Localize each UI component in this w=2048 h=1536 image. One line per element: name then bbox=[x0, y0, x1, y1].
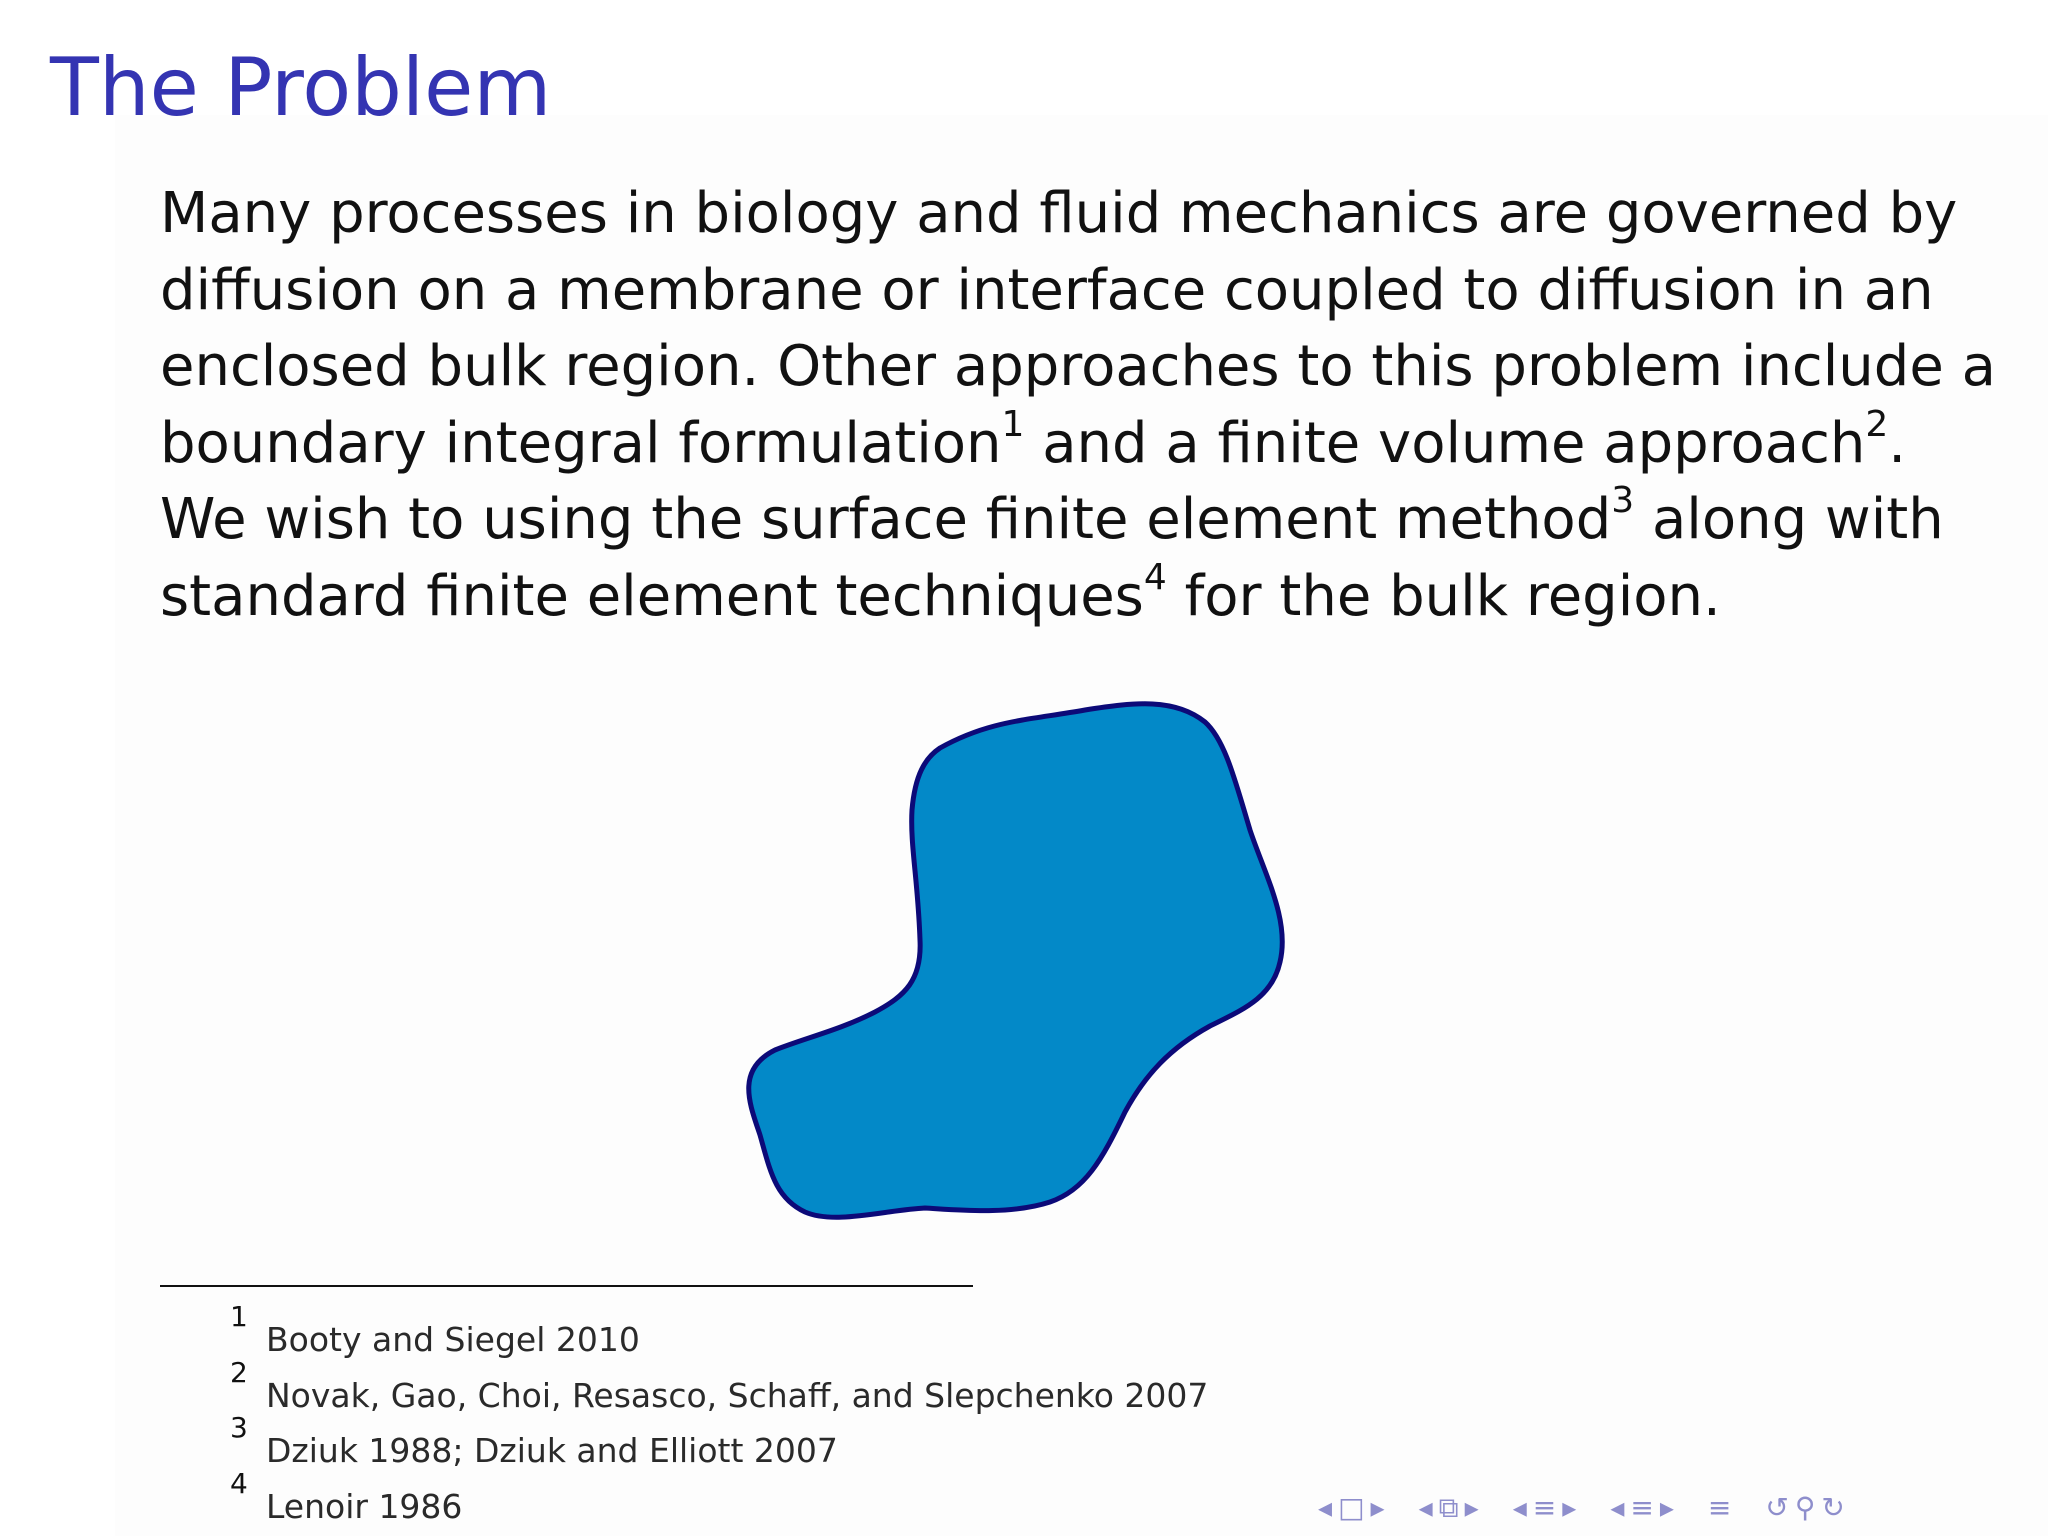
nav-next-arrow-icon[interactable]: ▸ bbox=[1370, 1491, 1385, 1524]
paragraph-text-2: and a finite volume approach bbox=[1024, 410, 1866, 476]
bulk-region-shape bbox=[749, 704, 1283, 1217]
redo-icon[interactable]: ↻ bbox=[1821, 1491, 1845, 1524]
footnote-mark: 1 bbox=[230, 1300, 248, 1333]
footnote-ref-4[interactable]: 4 bbox=[1143, 556, 1167, 598]
paragraph-text-4: along with standard finite element techniques bbox=[160, 487, 1944, 629]
bulk-region-figure bbox=[740, 680, 1300, 1220]
paragraph-text-3: . We wish to using the surface finite element method bbox=[160, 410, 1907, 552]
nav-prev-arrow-icon[interactable]: ◂ bbox=[1610, 1491, 1625, 1524]
undo-icon[interactable]: ↺ bbox=[1765, 1491, 1789, 1524]
outline-icon[interactable]: ≡ bbox=[1707, 1491, 1732, 1524]
search-icon[interactable]: ⚲ bbox=[1794, 1491, 1816, 1524]
nav-next-arrow-icon[interactable]: ▸ bbox=[1562, 1491, 1577, 1524]
beamer-navigation-bar bbox=[1318, 1488, 2038, 1528]
nav-next-arrow-icon[interactable]: ▸ bbox=[1659, 1491, 1674, 1524]
footnote-mark: 4 bbox=[230, 1467, 248, 1500]
footnote-mark: 3 bbox=[230, 1411, 248, 1444]
footnote-text: Dziuk 1988; Dziuk and Elliott 2007 bbox=[266, 1431, 838, 1470]
footnote-ref-1[interactable]: 1 bbox=[1001, 403, 1025, 445]
footnote-rule bbox=[160, 1285, 973, 1287]
footnote-text: Booty and Siegel 2010 bbox=[266, 1320, 640, 1359]
paragraph-text-5: for the bulk region. bbox=[1166, 563, 1721, 629]
footnote-text: Novak, Gao, Choi, Resasco, Schaff, and Slepchenko 2007 bbox=[266, 1376, 1209, 1415]
footnote-mark: 2 bbox=[230, 1356, 248, 1389]
nav-prev-arrow-icon[interactable]: ◂ bbox=[1318, 1491, 1333, 1524]
section-icon[interactable]: ≡ bbox=[1532, 1491, 1557, 1524]
frame-icon[interactable]: □ bbox=[1338, 1491, 1365, 1524]
nav-prev-arrow-icon[interactable]: ◂ bbox=[1418, 1491, 1433, 1524]
document-icon[interactable]: ≡ bbox=[1630, 1491, 1654, 1524]
footnote-ref-2[interactable]: 2 bbox=[1865, 403, 1889, 445]
slide-title: The Problem bbox=[50, 41, 552, 134]
paragraph-text-1: Many processes in biology and fluid mechanics are governed by diffusion on a membrane or interface coupled to diffusion in an enclosed bulk region. Other approaches to this problem include a boundary integral formulation bbox=[160, 181, 1996, 476]
footnote-ref-3[interactable]: 3 bbox=[1611, 480, 1635, 521]
nav-prev-arrow-icon[interactable]: ◂ bbox=[1512, 1491, 1527, 1524]
subsection-icon[interactable]: ⧉ bbox=[1438, 1491, 1459, 1524]
slide-paragraph bbox=[160, 176, 2000, 635]
footnote-text: Lenoir 1986 bbox=[266, 1487, 463, 1526]
nav-next-arrow-icon[interactable]: ▸ bbox=[1464, 1491, 1479, 1524]
